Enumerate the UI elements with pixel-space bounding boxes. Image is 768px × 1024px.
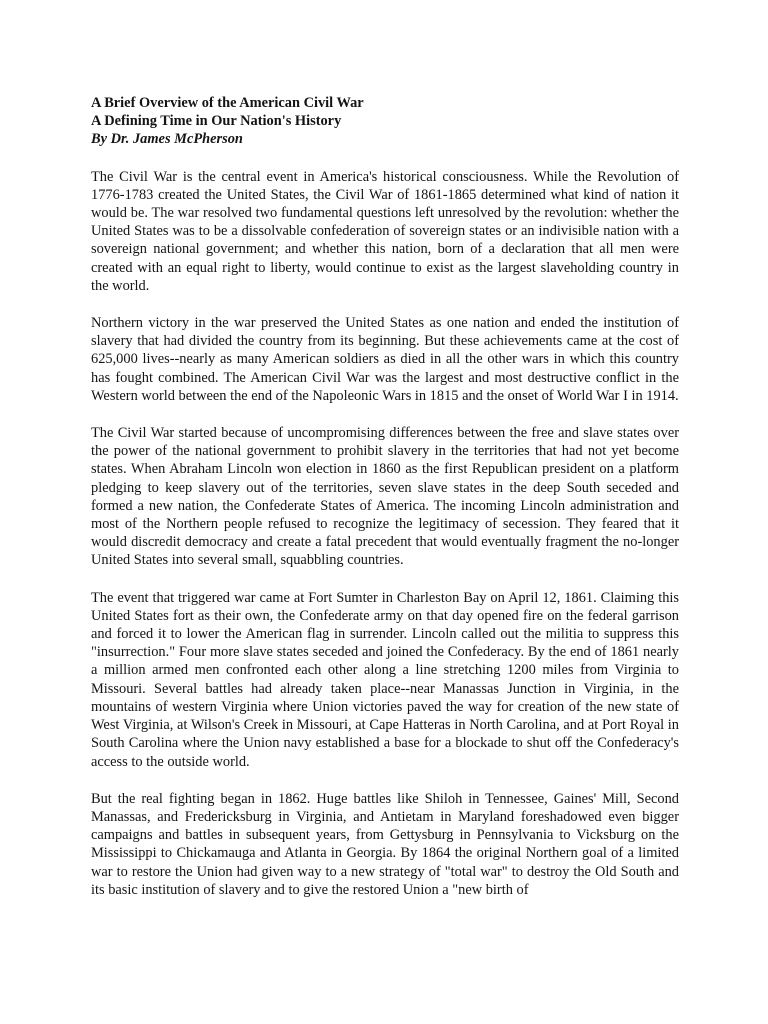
paragraph-5: But the real fighting began in 1862. Huge battles like Shiloh in Tennessee, Gaines' Mill, Second Manassas, and Fredericksburg in Virginia, and Antietam in Maryland foreshadowed even bigger campaigns and battles in subsequent years, from Gettysburg in Pennsylvania to Vicksburg on the Mississippi to Chickamauga and Atlanta in Georgia. By 1864 the original Northern goal of a limited war to restore the Union had given way to a new strategy of "total war" to destroy the Old South and its basic institution of slavery and to give the restored Union a "new birth of (91, 790, 679, 898)
document-subtitle: A Defining Time in Our Nation's History (91, 113, 342, 130)
paragraph-3: The Civil War started because of uncompromising differences between the free and slave states over the power of the national government to prohibit slavery in the territories that had not yet become states. When Abraham Lincoln won election in 1860 as the first Republican president on a platform pledging to keep slavery out of the territories, seven slave states in the deep South seceded and formed a new nation, the Confederate States of America. The incoming Lincoln administration and most of the Northern people refused to recognize the legitimacy of secession. They feared that it would discredit democracy and create a fatal precedent that would eventually fragment the no-longer United States into several small, squabbling countries. (91, 425, 679, 569)
paragraph-4: The event that triggered war came at Fort Sumter in Charleston Bay on April 12, 1861. Claiming this United States fort as their own, the Confederate army on that day opened fire on the federal garrison and forced it to lower the American flag in surrender. Lincoln called out the militia to suppress this "insurrection." Four more slave states seceded and joined the Confederacy. By the end of 1861 nearly a million armed men confronted each other along a line stretching 1200 miles from Virginia to Missouri. Several battles had already taken place--near Manassas Junction in Virginia, in the mountains of western Virginia where Union victories paved the way for creation of the new state of West Virginia, at Wilson's Creek in Missouri, at Cape Hatteras in North Carolina, and at Port Royal in South Carolina where the Union navy established a base for a blockade to shut off the Confederacy's access to the outside world. (91, 589, 679, 770)
paragraph-2: Northern victory in the war preserved the United States as one nation and ended the institution of slavery that had divided the country from its beginning. But these achievements came at the cost of 625,000 lives--nearly as many American soldiers as died in all the other wars in which this country has fought combined. The American Civil War was the largest and most destructive conflict in the Western world between the end of the Napoleonic Wars in 1815 and the onset of World War I in 1914. (91, 315, 679, 404)
document-page (91, 94, 679, 918)
document-title: A Brief Overview of the American Civil War (91, 95, 364, 111)
paragraph-1: The Civil War is the central event in America's historical consciousness. While the Revolution of 1776-1783 created the United States, the Civil War of 1861-1865 determined what kind of nation it would be. The war resolved two fundamental questions left unresolved by the revolution: whether the United States was to be a dissolvable confederation of sovereign states or an indivisible nation with a sovereign national government; and whether this nation, born of a declaration that all men were created with an equal right to liberty, would continue to exist as the largest slaveholding country in the world. (91, 168, 679, 294)
document-header (91, 94, 679, 149)
document-byline: By Dr. James McPherson (91, 131, 243, 148)
